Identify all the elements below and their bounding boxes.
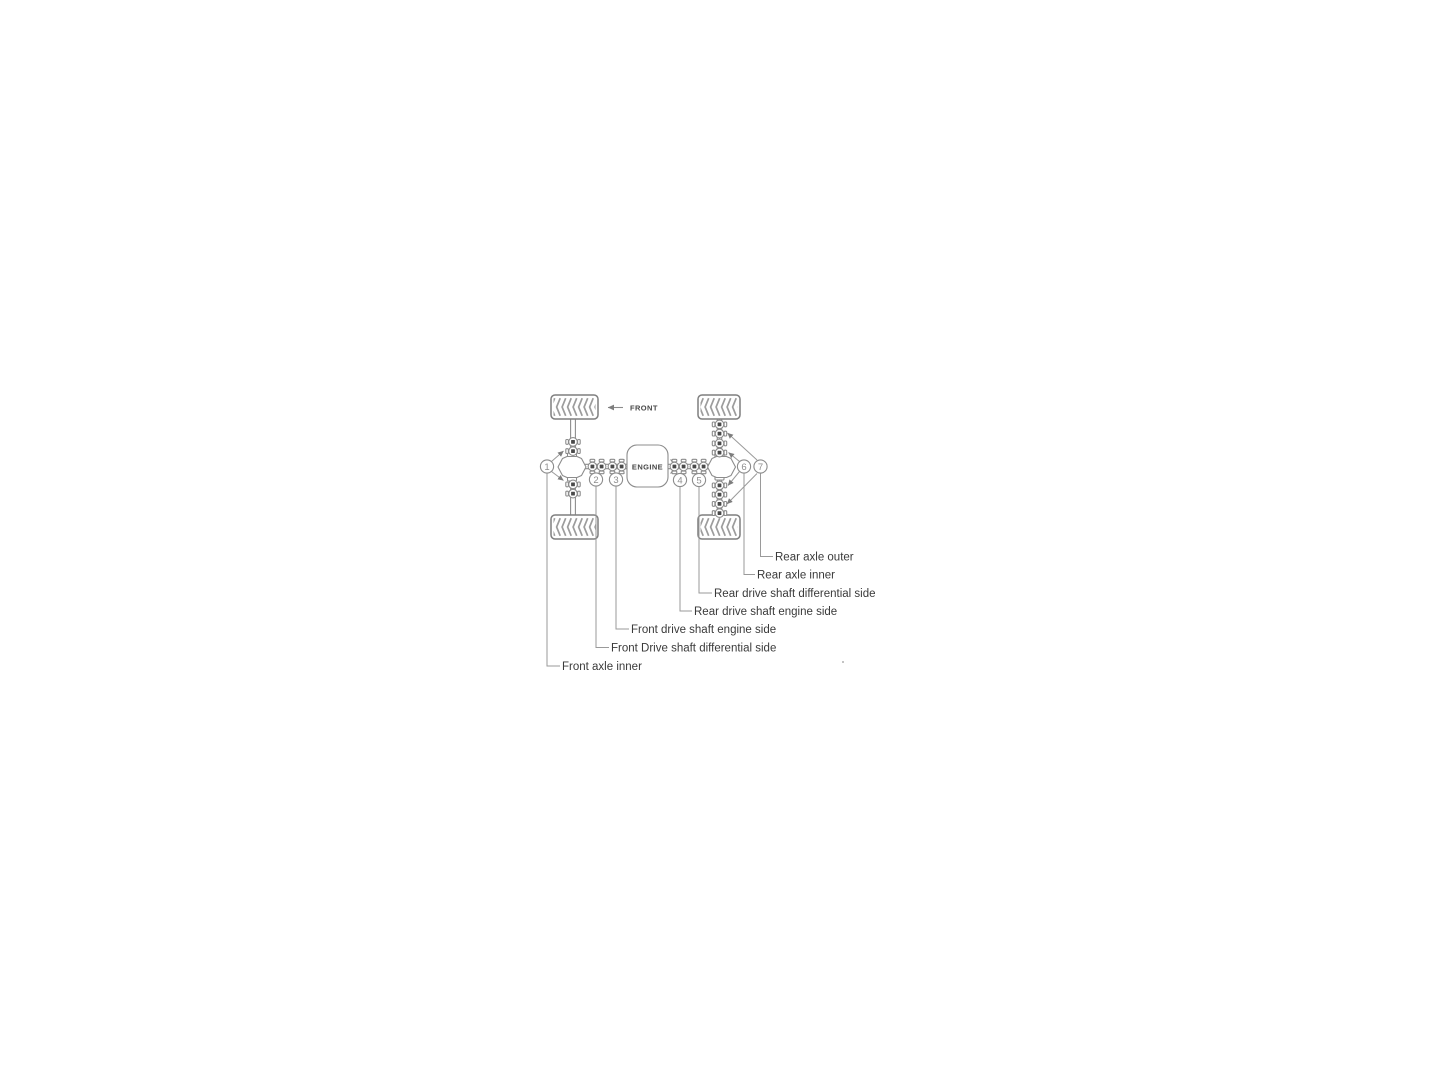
callout-number-5: 5	[696, 475, 702, 487]
callout-number-4: 4	[677, 475, 683, 487]
callout-circle-2	[589, 473, 602, 486]
label-rear-axle-outer: Rear axle outer	[775, 551, 854, 564]
scan-speck	[842, 661, 844, 663]
callout-number-2: 2	[593, 474, 599, 486]
callout-circle-3	[609, 473, 622, 486]
front-drive-shaft-engine-joint	[608, 459, 626, 473]
callout-circle-5	[692, 473, 705, 486]
rear-drive-shaft-engine-joint	[670, 459, 688, 473]
label-front-drive-shaft-engine-side: Front drive shaft engine side	[631, 624, 777, 636]
front-wheel-bottom	[551, 515, 598, 539]
rear-axle-upper-inner-joint	[712, 439, 726, 457]
callout-number-7: 7	[757, 461, 764, 473]
rear-axle-lower-inner-joint	[712, 481, 726, 499]
front-differential	[558, 453, 586, 481]
front-axle-upper-joint	[566, 438, 580, 456]
engine-label: ENGINE	[631, 462, 664, 472]
rear-axle-lower-outer-joint	[712, 500, 726, 518]
callout-circle-7	[754, 460, 767, 473]
callout-number-1: 1	[544, 461, 550, 473]
label-rear-axle-inner: Rear axle inner	[757, 569, 835, 582]
label-front-axle-inner: Front axle inner	[562, 661, 642, 673]
front-drive-shaft-diff-joint	[588, 459, 606, 473]
label-rear-drive-shaft-engine-side: Rear drive shaft engine side	[694, 606, 838, 618]
label-front-drive-shaft-diff-side: Front Drive shaft differential side	[611, 642, 777, 655]
rear-axle-upper-outer-joint	[712, 420, 726, 438]
front-wheel-top	[551, 395, 598, 419]
rear-differential	[708, 454, 736, 480]
rear-wheel-top	[698, 395, 740, 419]
callout-number-6: 6	[741, 461, 747, 473]
front-direction-label: FRONT	[630, 403, 658, 413]
callout-circle-1	[540, 460, 553, 473]
rear-wheel-bottom	[698, 515, 740, 539]
callout-circle-6	[737, 460, 750, 473]
front-axle-lower-joint	[566, 480, 580, 498]
callout-number-3: 3	[613, 474, 619, 486]
callout-circle-4	[673, 473, 686, 486]
label-rear-drive-shaft-diff-side: Rear drive shaft differential side	[714, 588, 876, 600]
callout-leader-lines	[547, 473, 773, 666]
engine-box	[622, 445, 673, 487]
rear-drive-shaft-diff-joint	[690, 459, 708, 473]
